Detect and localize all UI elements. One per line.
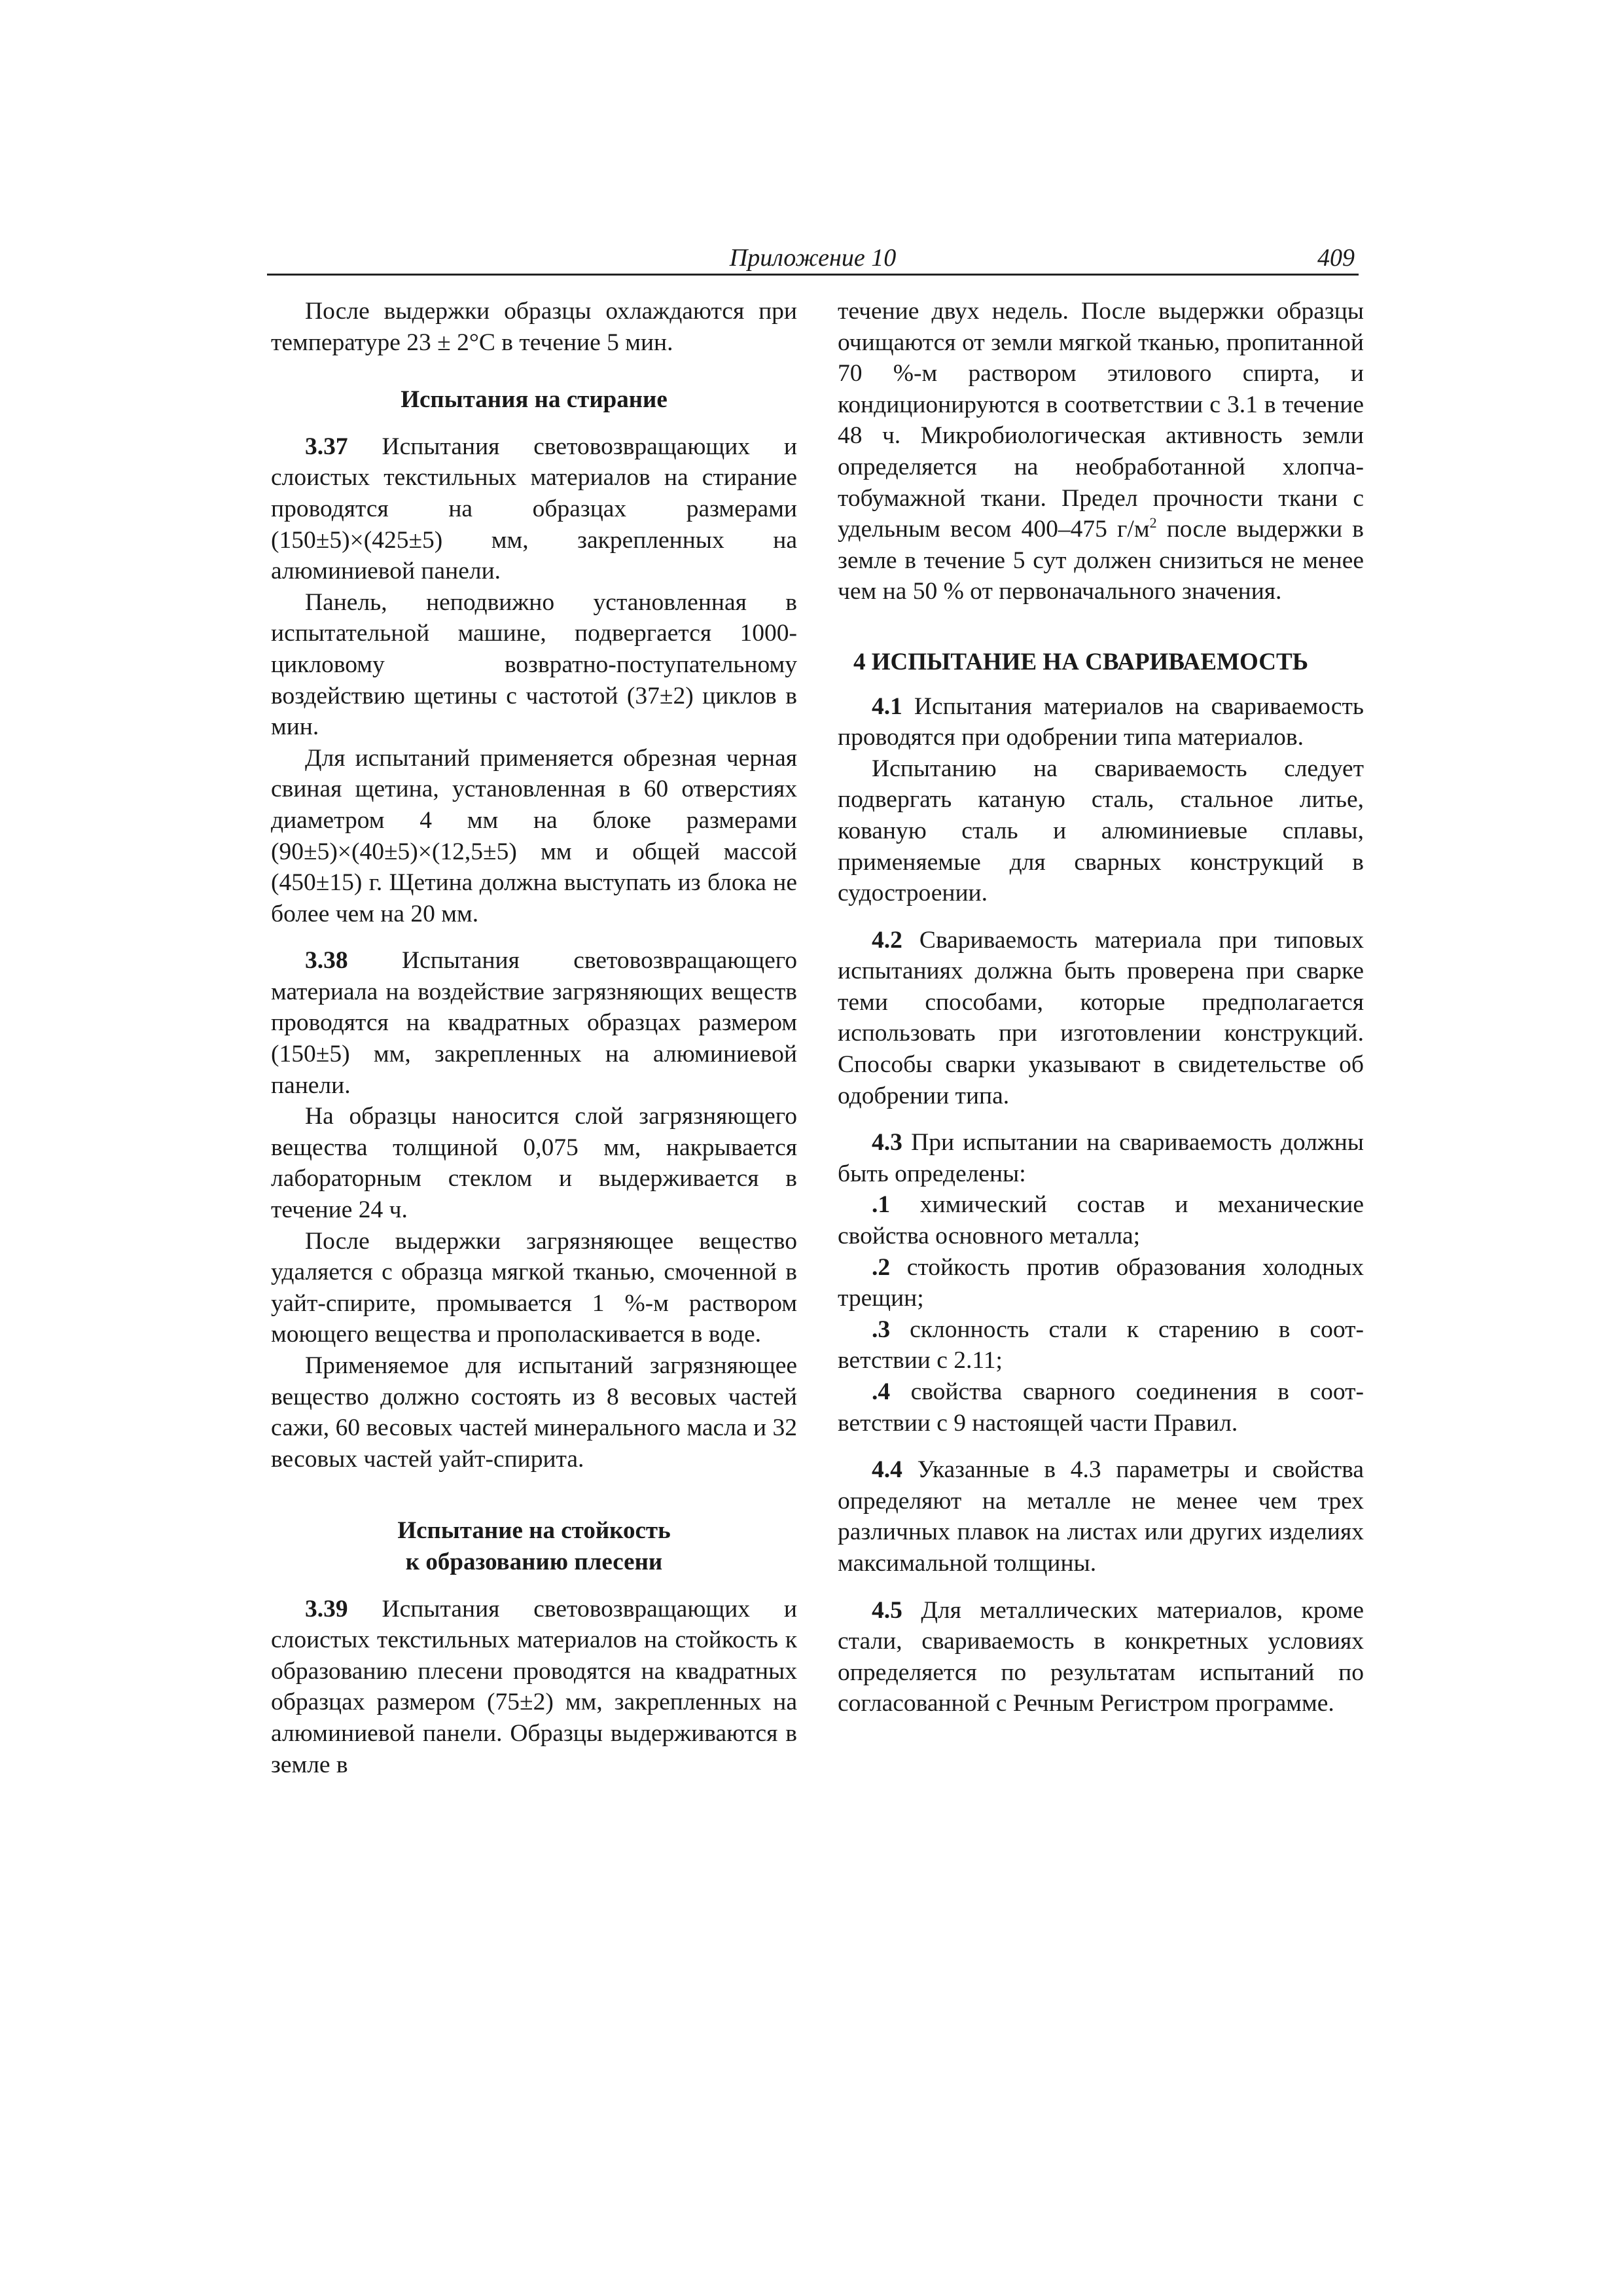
header-title: Приложение 10 [729,244,897,272]
item-number: .4 [872,1378,891,1405]
page-number: 409 [1317,244,1355,272]
item-text: химический состав и механические свойства основного металла; [838,1191,1364,1250]
item-text: склонность стали к старению в соответствии с 2.11; [838,1316,1364,1374]
paragraph-text: Испытания световозвращающих и слоистых текстильных материалов на стирание проводятся на образцах размерами (150±5)×(425±5) мм, закрепленных на алюминиевой панели. [271,433,797,585]
clause-number: 3.38 [305,947,348,975]
paragraph-after-exposure: После выдержки загрязняющее вещество удаляется с образца мягкой тканью, смоченной в уайт-спирите, промывается 1 %-м раствором моющего вещества и прополаскивается в воде. [271,1227,797,1348]
paragraph-3-38 [271,945,797,1101]
paragraph-4-5 [838,1595,1364,1719]
paragraph-text: Указанные в 4.3 параметры и свойства определяют на металле не менее чем трех различных плавок на листах или других изделиях максимальной толщины. [838,1456,1364,1577]
paragraph-subject-materials: Испытанию на свариваемость следует подвергать катаную сталь, стальное литье, кованую сталь и алюминиевые сплавы, применяемые для сварных конструкций в судостроении. [838,755,1364,907]
paragraph-continuation [838,296,1364,607]
paragraph-text: При испытании на свариваемость должны быть определены: [838,1129,1364,1187]
superscript: 2 [1149,514,1157,531]
paragraph-panel: Панель, неподвижно установленная в испытательной машине, подвергается 1000-цикловому возвратно-поступательному воздействию щетины с частотой (37±2) циклов в мин. [271,588,797,741]
item-text: свойства сварного соединения в соответствии с 9 настоящей части Правил. [838,1378,1364,1437]
paragraph-contaminant-layer: На образцы наносится слой загрязняющего вещества толщиной 0,075 мм, накрывается лабораторным стеклом и выдерживается в течение 24 ч. [271,1103,797,1224]
paragraph-4-2 [838,925,1364,1112]
item-number: .2 [872,1253,891,1281]
clause-number: 3.37 [305,433,348,460]
paragraph-4-1 [838,691,1364,753]
paragraph-4-4 [838,1454,1364,1579]
clause-number: 4.2 [872,926,902,954]
paragraph-text: Свариваемость материала при типовых испытаниях должна быть проверена при сварке теми способами, которые предполагается использовать при изготовлении конструкций. Способы сварки указывают в свидетельстве об одобрении типа. [838,926,1364,1109]
heading-abrasion-tests: Испытания на стирание [401,386,668,414]
right-column [838,296,1364,1719]
list-item-1 [838,1189,1364,1251]
item-text: стойкость против образования холодных трещин; [838,1253,1364,1312]
item-number: .1 [872,1191,891,1219]
paragraph-cooling: После выдержки образцы охлаждаются при температуре 23 ± 2°C в течение 5 мин. [271,298,797,356]
paragraph-bristle: Для испытаний применяется обрезная черная свиная щетина, установленная в 60 отверстиях диаметром 4 мм на блоке размерами (90±5)×(40±5)×(12,5±5) мм и общей массой (450±15) г. Щетина должна выступать из блока не более чем на 20 мм. [271,744,797,927]
heading-line: к образованию плесени [405,1548,663,1575]
paragraph-3-37 [271,431,797,587]
paragraph-4-3 [838,1127,1364,1189]
paragraph-text: Испытания материалов на свариваемость проводятся при одобрении типа материалов. [838,692,1364,751]
list-item-2 [838,1252,1364,1314]
heading-weldability-test: 4 ИСПЫТАНИЕ НА СВАРИВАЕМОСТЬ [853,648,1309,675]
list-item-3 [838,1314,1364,1376]
item-number: .3 [872,1316,891,1343]
clause-number: 4.3 [872,1129,902,1157]
list-item-4 [838,1376,1364,1439]
heading-line: Испытание на стойкость [397,1517,671,1545]
clause-number: 4.5 [872,1596,902,1624]
paragraph-3-39 [271,1594,797,1781]
paragraph-text: течение двух недель. После выдержки образцы очищаются от земли мягкой тканью, пропитанной 70 %-м раствором этилового спирта, и кондиционируются в соответствии с 3.1 в течение 48 ч. Микробиологическая активность земли определяется на необработанной хлопчатобумажной ткани. Предел прочности ткани с удельным весом 400–475 г/м [838,298,1364,543]
running-header [267,241,1359,276]
clause-number: 4.1 [872,692,902,720]
paragraph-text: Испытания световозвращающих и слоистых текстильных материалов на стойкость к образованию плесени проводятся на квадратных образцах размером (75±2) мм, закрепленных на алюминиевой панели. Образцы выдерживаются в земле в [271,1595,797,1778]
paragraph-text: Испытания световозвращающего материала на воздействие загрязняющих веществ проводятся на квадратных образцах размером (150±5) мм, закрепленных на алюминиевой панели. [271,947,797,1099]
clause-number: 4.4 [872,1456,902,1484]
paragraph-text: после выдержки в земле в течение 5 сут должен снизиться не менее чем на 50 % от первоначального значения. [838,516,1364,605]
clause-number: 3.39 [305,1595,348,1623]
heading-mold-resistance [271,1515,797,1577]
paragraph-text: Для металлических материалов, кроме стали, свариваемость в конкретных условиях определяется по результатам испытаний по согласованной с Речным Регистром программе. [838,1596,1364,1717]
left-column [271,296,797,1780]
paragraph-contaminant-composition: Применяемое для испытаний загрязняющее вещество должно состоять из 8 весовых частей сажи, 60 весовых частей минерального масла и 32 весовых частей уайт-спирита. [271,1352,797,1473]
